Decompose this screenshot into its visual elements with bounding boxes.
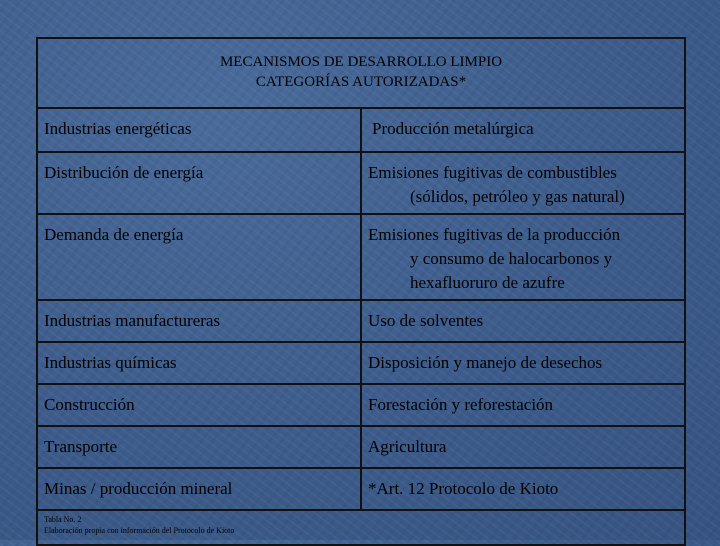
table-row (37, 468, 685, 510)
table-row (37, 300, 685, 342)
table-row (37, 426, 685, 468)
table-row (37, 108, 685, 152)
left-cell: Demanda de energía (37, 214, 361, 300)
left-cell: Minas / producción mineral (37, 468, 361, 510)
table-title-line-1: MECANISMOS DE DESARROLLO LIMPIO (219, 54, 503, 70)
left-cell: Industrias manufactureras (37, 300, 361, 342)
table-row (37, 342, 685, 384)
table-row (37, 214, 685, 300)
right-cell (361, 342, 685, 384)
categories-table (36, 37, 686, 546)
footnote-table-number: Tabla No. 2 (44, 515, 82, 524)
right-cell (361, 214, 685, 300)
right-cell-line: hexafluoruro de azufre (410, 273, 565, 292)
right-cell-line: y consumo de halocarbonos y (410, 249, 613, 268)
left-cell: Construcción (37, 384, 361, 426)
table-row (37, 384, 685, 426)
right-cell (361, 300, 685, 342)
right-cell (361, 468, 685, 510)
right-cell-line: (sólidos, petróleo y gas natural) (410, 187, 625, 206)
left-cell: Industrias químicas (37, 342, 361, 384)
right-cell-line: *Art. 12 Protocolo de Kioto (368, 479, 559, 498)
right-cell (361, 426, 685, 468)
right-cell-line: Disposición y manejo de desechos (368, 353, 603, 372)
right-cell-line: Forestación y reforestación (368, 395, 554, 414)
right-cell-line: Producción metalúrgica (372, 119, 534, 138)
left-cell: Distribución de energía (37, 152, 361, 214)
table-title (37, 38, 685, 108)
right-cell (361, 108, 685, 152)
left-cell: Industrias energéticas (37, 108, 361, 152)
right-cell (361, 384, 685, 426)
table-title-line-2: CATEGORÍAS AUTORIZADAS* (255, 74, 467, 90)
right-cell-line: Emisiones fugitivas de la producción (368, 225, 621, 244)
right-cell (361, 152, 685, 214)
right-cell-line: Uso de solventes (368, 311, 484, 330)
table-row (37, 152, 685, 214)
left-cell: Transporte (37, 426, 361, 468)
right-cell-line: Agricultura (368, 437, 447, 456)
footnote-source: Elaboración propia con información del Protocolo de Kioto (44, 526, 235, 535)
right-cell-line: Emisiones fugitivas de combustibles (368, 163, 617, 182)
